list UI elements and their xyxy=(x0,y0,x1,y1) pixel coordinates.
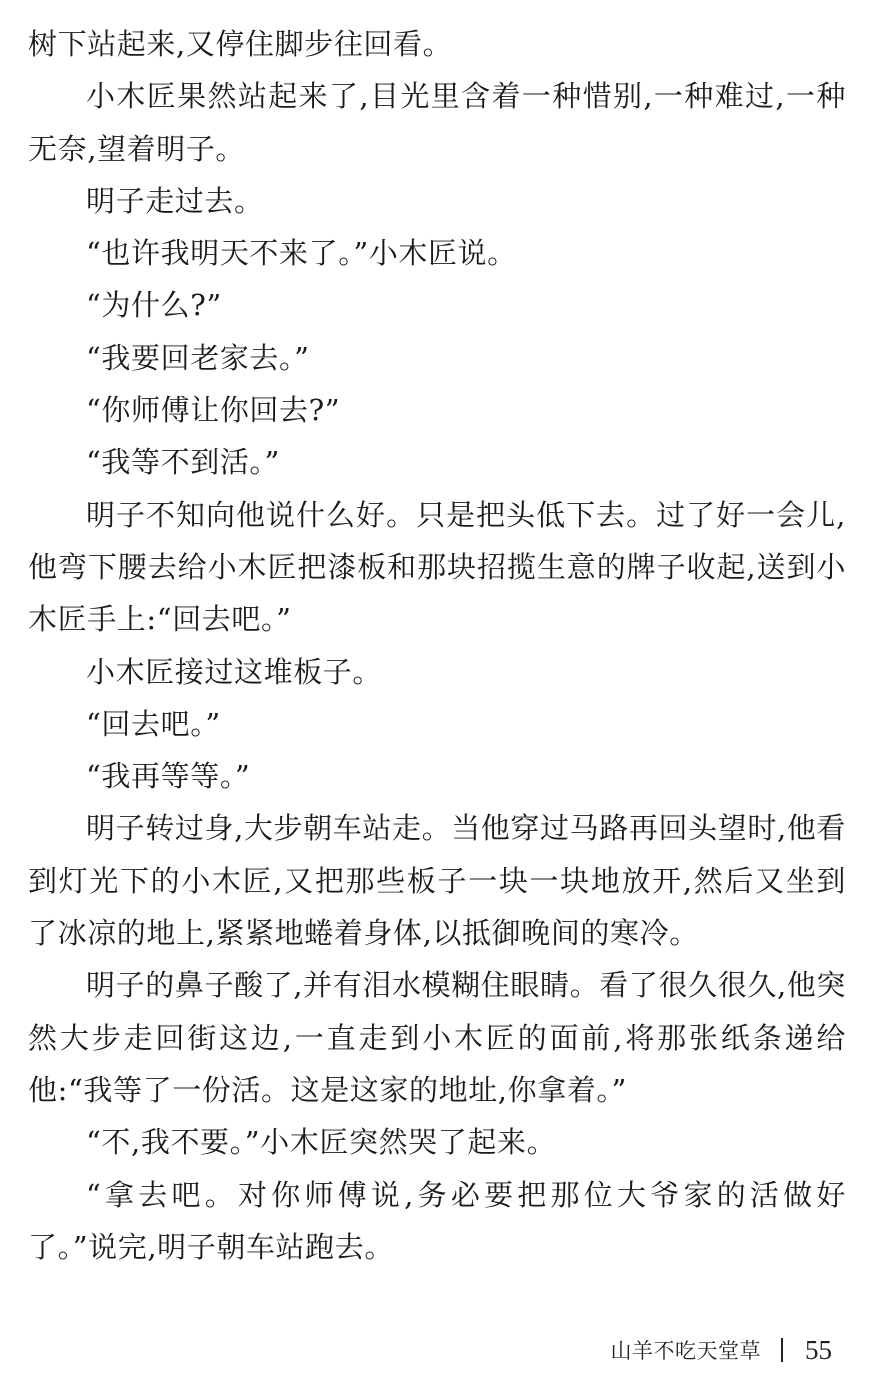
paragraph: 小木匠果然站起来了,目光里含着一种惜别,一种难过,一种无奈,望着明子。 xyxy=(28,79,846,166)
paragraph: 树下站起来,又停住脚步往回看。 xyxy=(28,27,453,61)
paragraph: 明子走过去。 xyxy=(86,183,264,218)
paragraph: “你师傅让你回去?” xyxy=(86,393,341,428)
footer-divider xyxy=(781,1338,783,1362)
paragraph: 明子的鼻子酸了,并有泪水模糊住眼睛。看了很久很久,他突然大步走回街这边,一直走到小木匠的面前,将那张纸条递给他:“我等了一份活。这是这家的地址,你拿着。” xyxy=(28,968,846,1107)
page-body-text xyxy=(28,18,846,1273)
paragraph: “为什么?” xyxy=(86,288,222,323)
paragraph: “回去吧。” xyxy=(86,706,221,741)
paragraph: 明子不知向他说什么好。只是把头低下去。过了好一会儿,他弯下腰去给小木匠把漆板和那块招揽生意的牌子收起,送到小木匠手上:“回去吧。” xyxy=(28,497,846,637)
paragraph: “拿去吧。对你师傅说,务必要把那位大爷家的活做好了。”说完,明子朝车站跑去。 xyxy=(28,1177,846,1264)
book-title: 山羊不吃天堂草 xyxy=(610,1339,761,1363)
page-number: 55 xyxy=(805,1334,832,1365)
paragraph: “我要回老家去。” xyxy=(86,340,310,375)
paragraph: “我再等等。” xyxy=(86,759,251,794)
paragraph: “我等不到活。” xyxy=(86,445,280,480)
paragraph: “也许我明天不来了。”小木匠说。 xyxy=(86,236,517,271)
paragraph: 小木匠接过这堆板子。 xyxy=(86,654,383,689)
paragraph: “不,我不要。”小木匠突然哭了起来。 xyxy=(86,1125,557,1160)
paragraph: 明子转过身,大步朝车站走。当他穿过马路再回头望时,他看到灯光下的小木匠,又把那些板子一块一块地放开,然后又坐到了冰凉的地上,紧紧地蜷着身体,以抵御晚间的寒冷。 xyxy=(28,811,846,951)
page-footer xyxy=(611,1330,833,1370)
